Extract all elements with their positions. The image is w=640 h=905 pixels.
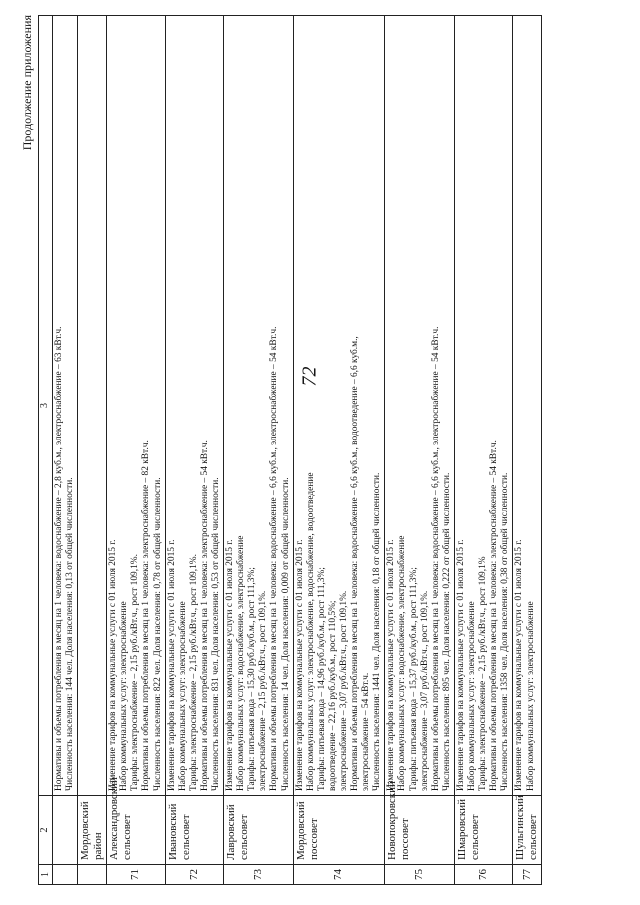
municipality-name-text: Александровский сельсовет xyxy=(108,777,134,860)
tariff-description xyxy=(293,16,385,796)
municipality-name xyxy=(107,777,165,865)
row-number-text: 76 xyxy=(477,869,490,880)
row-number xyxy=(107,865,165,885)
text-line: Нормативы и объемы потребления в месяц на 1 человека: электроснабжение – 54 кВт.ч. xyxy=(199,440,210,791)
text-line: Изменение тарифов на коммунальные услуги с 01 июля 2015 г. xyxy=(225,539,236,791)
text-line: электроснабжение – 2,15 руб./кВт.ч., рост 109,1%. xyxy=(258,590,269,791)
text-line: Изменение тарифов на коммунальные услуги с 01 июля 2015 г. xyxy=(166,539,177,791)
municipality-name-text: Лавровский сельсовет xyxy=(225,804,251,860)
tariff-table xyxy=(38,15,542,885)
row-number-text: 73 xyxy=(251,869,264,880)
row-number xyxy=(165,865,223,885)
text-line: Набор коммунальных услуг: водоснабжение, электроснабжение xyxy=(397,535,408,791)
text-line: Тарифы: электроснабжение – 2,15 руб./кВт.ч., рост 109,1%. xyxy=(188,554,199,791)
text-line: Тарифы: электроснабжение – 2,15 руб./кВт.ч., рост 109,1%. xyxy=(130,554,141,791)
district-row xyxy=(78,16,107,885)
header-row xyxy=(39,16,53,885)
municipality-name xyxy=(513,796,542,865)
text-line: Численность населения: 831 чел. Доля населения: 0,53 от общей численности. xyxy=(210,477,221,791)
table-row xyxy=(513,16,542,885)
table-row xyxy=(385,16,455,885)
text-line: Набор коммунальных услуг: электроснабжение xyxy=(467,601,478,791)
text-line: Тарифы: питьевая вода – 15,30 руб./куб.м., рост 111,3%; xyxy=(247,567,258,791)
text-line: Набор коммунальных услуг: электроснабжение xyxy=(177,601,188,791)
text-line: Нормативы и объемы потребления в месяц на 1 человека: электроснабжение – 54 кВт.ч. xyxy=(489,440,500,791)
text-line: Численность населения: 14 чел. Доля населения: 0,009 от общей численности. xyxy=(280,477,291,791)
table-row xyxy=(224,16,294,885)
row-number xyxy=(224,865,294,885)
table-row xyxy=(107,16,165,885)
tariff-description xyxy=(385,16,455,796)
district-num-cell xyxy=(78,865,107,885)
row-number xyxy=(454,865,512,885)
row-number-text: 75 xyxy=(413,869,426,880)
tariff-description xyxy=(107,16,165,796)
caption: Продолжение приложения xyxy=(20,15,34,151)
text-line: Нормативы и объемы потребления в месяц на 1 человека: электроснабжение – 82 кВт.ч. xyxy=(141,440,152,791)
row-number xyxy=(293,865,385,885)
text-line: Изменение тарифов на коммунальные услуги с 01 июля 2015 г. xyxy=(108,539,119,791)
row-number-text: 71 xyxy=(129,869,142,880)
tariff-description xyxy=(454,16,512,796)
text-line: Численность населения: 1441 чел. Доля населения: 0,18 от общей численности. xyxy=(372,472,383,791)
text-line: Изменение тарифов на коммунальные услуги с 01 июля 2015 г. xyxy=(294,539,305,791)
text-line: Набор коммунальных услуг: электроснабжение, водоснабжение, водоотведение xyxy=(305,472,316,791)
text-line: Набор коммунальных услуг: водоснабжение, электроснабжение xyxy=(236,535,247,791)
tariff-description xyxy=(165,16,223,796)
page-number: 72 xyxy=(298,366,321,387)
text-line: Тарифы: питьевая вода – 14,96 руб./куб.м., рост 111,3%; xyxy=(316,567,327,791)
table-row xyxy=(165,16,223,885)
municipality-name-text: Шмаровский сельсовет xyxy=(455,799,481,860)
municipality-name-text: Ивановский сельсовет xyxy=(166,803,192,860)
row-number xyxy=(385,865,455,885)
municipality-name xyxy=(454,796,512,865)
municipality-name-text: Шульгинский сельсовет xyxy=(514,795,540,860)
text-line: Численность населения: 822 чел. Доля населения: 0,78 от общей численности. xyxy=(152,477,163,791)
text-line: Тарифы: электроснабжение – 2,15 руб./кВт.ч., рост 109,1% xyxy=(478,556,489,791)
text-line: Изменение тарифов на коммунальные услуги с 01 июля 2015 г. xyxy=(386,539,397,791)
text-line: Численность населения: 144 чел. Доля населения: 0,13 от общей численности. xyxy=(65,477,76,791)
municipality-name xyxy=(293,796,385,865)
tariff-description xyxy=(224,16,294,796)
municipality-name xyxy=(385,781,455,865)
district-name: Мордовский район xyxy=(78,796,107,865)
row-number-text: 74 xyxy=(332,869,345,880)
text-line: Набор коммунальных услуг: электроснабжение xyxy=(525,601,536,791)
continuation-row xyxy=(53,16,78,885)
text-line: Тарифы: питьевая вода – 15,37 руб./куб.м., рост 111,3%; xyxy=(408,567,419,791)
row-number-text: 72 xyxy=(187,869,200,880)
municipality-name-text: Новопокровский поссовет xyxy=(386,781,412,860)
text-line: электроснабжение – 3,07 руб./кВт.ч., рост 109,1%. xyxy=(339,590,349,791)
header-col-3: 3 xyxy=(39,16,53,796)
continuation-name-cell xyxy=(53,796,78,865)
row-number xyxy=(513,865,542,885)
text-line: электроснабжение – 3,07 руб./кВт.ч., рост 109,1%. xyxy=(419,590,430,791)
text-line: Численность населения: 1358 чел. Доля населения: 0,38 от общей численности. xyxy=(500,472,511,791)
text-line: Нормативы и объемы потребления в месяц на 1 человека: водоснабжение – 6,6 куб.м., электроснабжение – 54 кВт.ч. xyxy=(430,326,441,791)
municipality-name xyxy=(224,796,294,865)
district-text-cell xyxy=(78,16,107,796)
text-line: Нормативы и объемы потребления в месяц на 1 человека: водоснабжение – 6,6 куб.м., водоотведение – 6,6 куб.м., xyxy=(350,336,361,791)
continuation-text-cell xyxy=(53,16,78,796)
text-line: Изменение тарифов на коммунальные услуги с 01 июля 2015 г. xyxy=(514,539,525,791)
text-line: электроснабжение – 54 кВт.ч. xyxy=(361,672,372,791)
text-line: Набор коммунальных услуг: электроснабжение xyxy=(119,601,130,791)
text-line: Численность населения: 895 чел. Доля населения: 0,222 от общей численности. xyxy=(441,472,452,791)
row-number-text: 77 xyxy=(520,869,533,880)
header-col-1: 1 xyxy=(39,865,53,885)
municipality-name xyxy=(165,796,223,865)
tariff-description xyxy=(513,16,542,796)
text-line: Нормативы и объемы потребления в месяц на 1 человека: водоснабжение – 6,6 куб.м., электроснабжение – 54 кВт.ч. xyxy=(269,326,280,791)
header-col-2: 2 xyxy=(39,796,53,865)
text-line: Нормативы и объемы потребления в месяц на 1 человека: водоснабжение – 2,8 куб.м., электроснабжение – 63 кВт.ч. xyxy=(54,326,64,791)
municipality-name-text: Мордовский поссовет xyxy=(294,801,320,860)
text-line: водоотведение – 22,16 руб./куб.м., рост 110,5%; xyxy=(327,600,338,791)
continuation-num-cell xyxy=(53,865,78,885)
text-line: Изменение тарифов на коммунальные услуги с 01 июля 2015 г. xyxy=(455,539,466,791)
table-row xyxy=(454,16,512,885)
table-row xyxy=(293,16,385,885)
